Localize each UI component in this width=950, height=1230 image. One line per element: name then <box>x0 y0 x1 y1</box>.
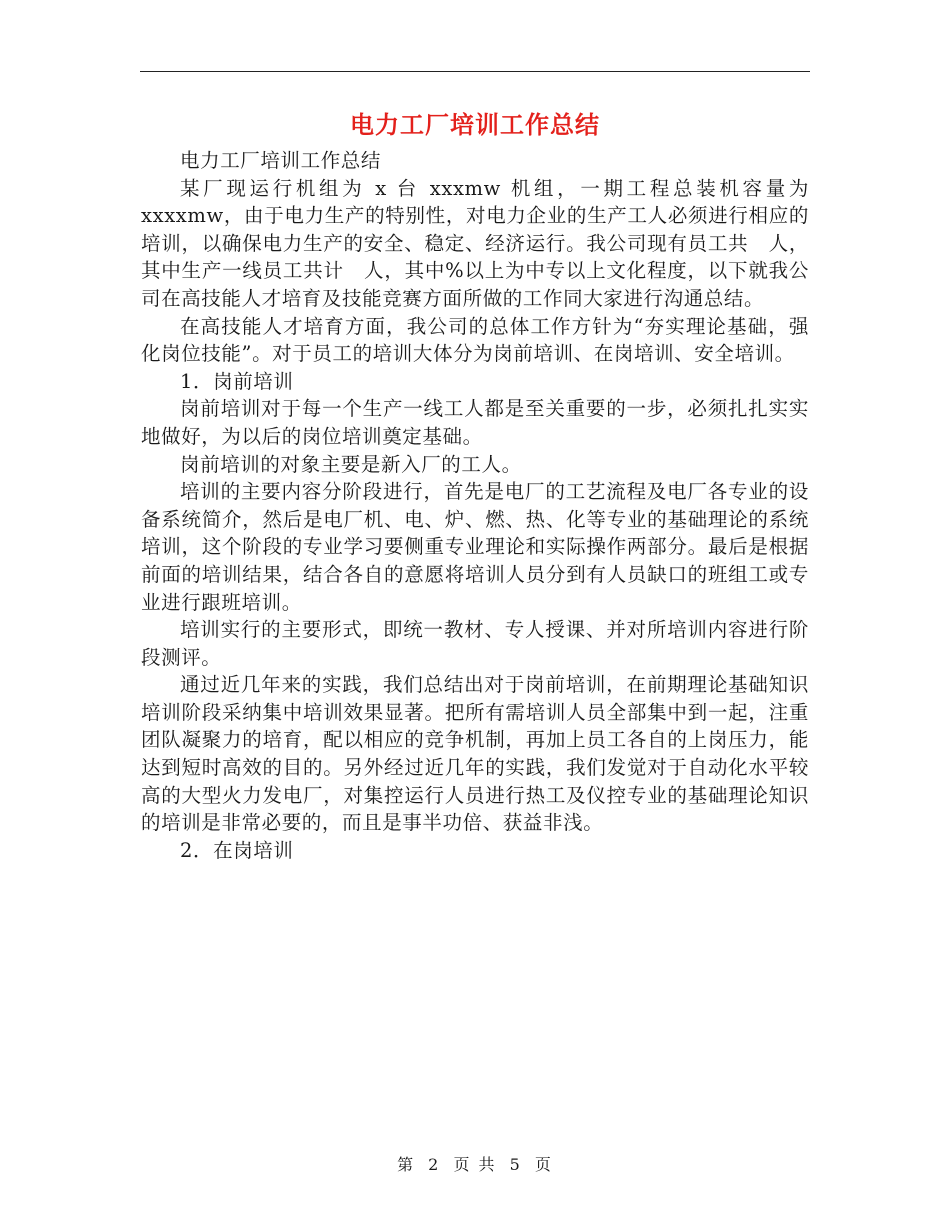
footer-total-pages: 5 <box>509 1155 522 1174</box>
document-title: 电力工厂培训工作总结 <box>350 110 600 139</box>
page-footer <box>0 1152 950 1175</box>
paragraph: 培训实行的主要形式，即统一教材、专人授课、并对所培训内容进行阶段测评。 <box>141 618 809 669</box>
paragraph: 岗前培训对于每一个生产一线工人都是至关重要的一步，必须扎扎实实地做好，为以后的岗位培训奠定基础。 <box>141 397 809 448</box>
footer-suffix: 页 <box>534 1155 553 1174</box>
header-rule <box>140 71 810 72</box>
paragraph: 培训的主要内容分阶段进行，首先是电厂的工艺流程及电厂各专业的设备系统简介，然后是电厂机、电、炉、燃、热、化等专业的基础理论的系统培训，这个阶段的专业学习要侧重专业理论和实际操作两部分。最后是根据前面的培训结果，结合各自的意愿将培训人员分到有人员缺口的班组工或专业进行跟班培训。 <box>141 480 809 614</box>
paragraph: 岗前培训的对象主要是新入厂的工人。 <box>180 452 522 476</box>
paragraph-intro: 某厂现运行机组为 x 台 xxxmw 机组，一期工程总装机容量为 xxxxmw，由于电力生产的特别性，对电力企业的生产工人必须进行相应的培训，以确保电力生产的安全、稳定、经济运行。我公司现有员工共 人，其中生产一线员工共计 人，其中%以上为中专以上文化程度，以下就我公司在高技能人才培育及技能竞赛方面所做的工作同大家进行沟通总结。 <box>141 176 809 310</box>
footer-page-number: 2 <box>428 1155 441 1174</box>
paragraph: 通过近几年来的实践，我们总结出对于岗前培训，在前期理论基础知识培训阶段采纳集中培训效果显著。把所有需培训人员全部集中到一起，注重团队凝聚力的培育，配以相应的竞争机制，再加上员工各自的上岗压力，能达到短时高效的目的。另外经过近几年的实践，我们发觉对于自动化水平较高的大型火力发电厂，对集控运行人员进行热工及仪控专业的基础理论知识的培训是非常必要的，而且是事半功倍、获益非浅。 <box>141 673 809 835</box>
section-heading-pre-job-training: 1．岗前培训 <box>180 369 294 393</box>
footer-prefix: 第 <box>397 1155 416 1174</box>
document-body <box>141 147 809 864</box>
section-heading-on-job-training: 2．在岗培训 <box>180 838 294 862</box>
footer-middle: 页 共 <box>453 1155 497 1174</box>
paragraph-subtitle: 电力工厂培训工作总结 <box>180 149 382 172</box>
paragraph-policy: 在高技能人才培育方面，我公司的总体工作方针为“夯实理论基础，强化岗位技能”。对于员工的培训大体分为岗前培训、在岗培训、安全培训。 <box>141 314 809 366</box>
